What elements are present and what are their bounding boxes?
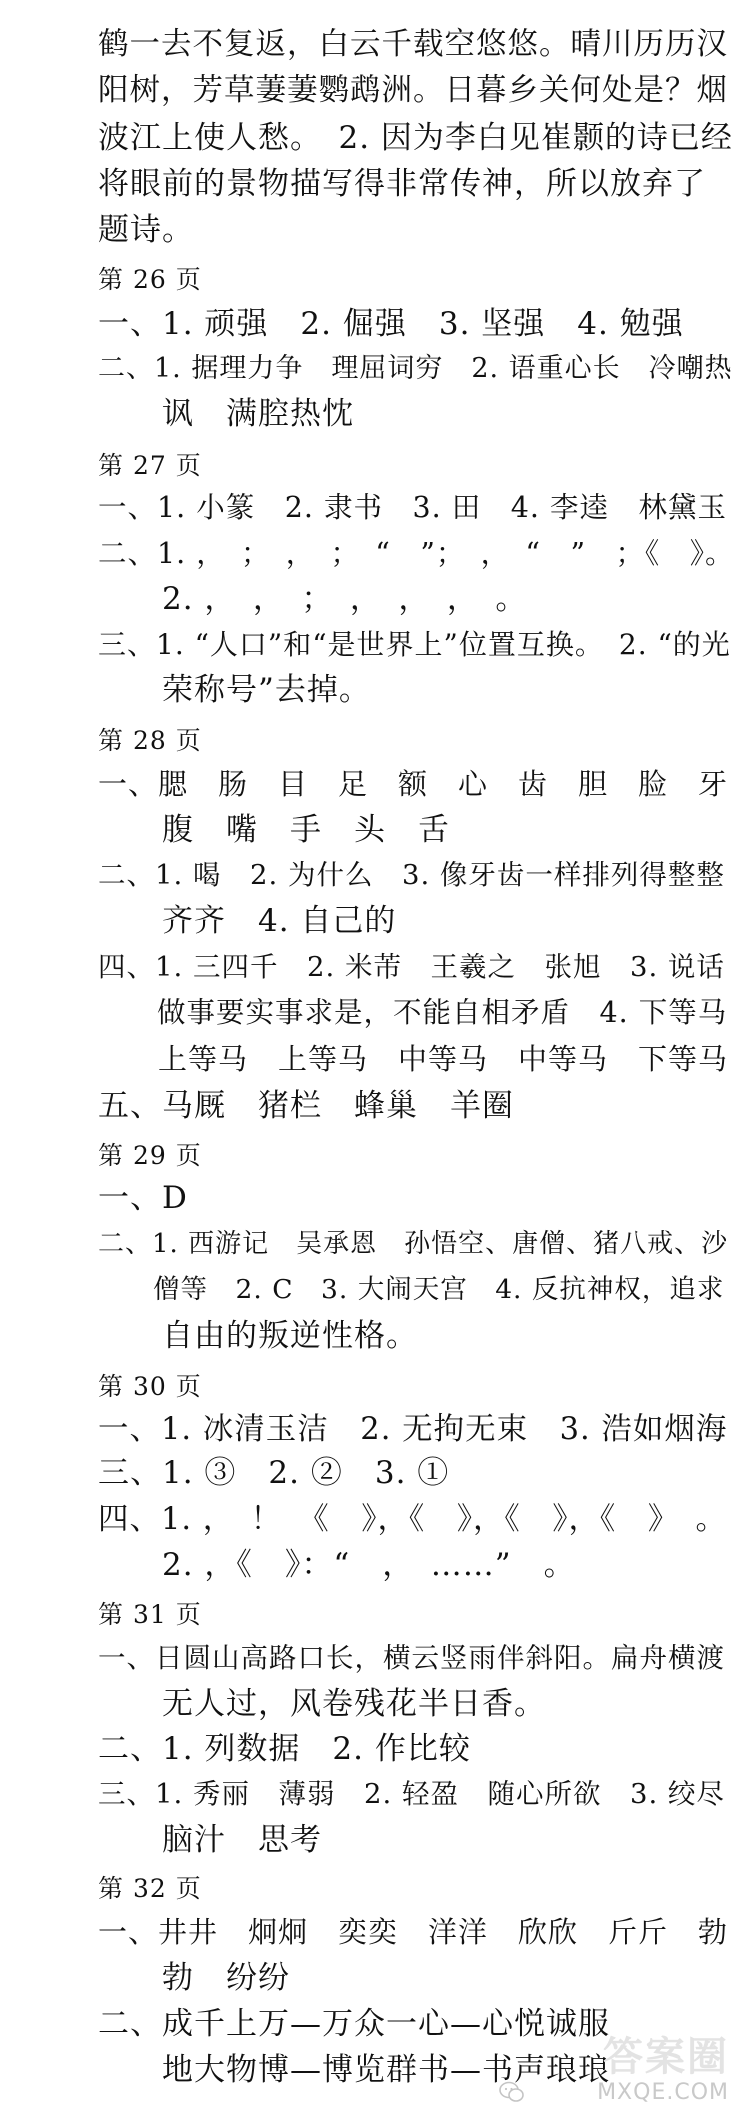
text-line: 自由的叛逆性格。 [98,1318,418,1354]
watermark-logo: 答案圈 [603,2034,729,2080]
text-line: 一、1. 小篆 2. 隶书 3. 田 4. 李逵 林黛玉 [98,491,728,524]
text-line: 荣称号”去掉。 [98,672,371,708]
page-heading: 第 30 页 [98,1372,202,1401]
text-line: 一、1. 顽强 2. 倔强 3. 坚强 4. 勉强 [98,306,684,342]
text-line: 三、1. “人口”和“是世界上”位置互换。 2. “的光 [98,628,731,661]
text-line: 上等马 上等马 中等马 中等马 下等马 [98,1042,729,1076]
watermark [499,2025,729,2105]
watermark-site: MXQE.COM [597,2080,729,2105]
text-line: 题诗。 [98,212,194,248]
text-line: 二、1. 西游记 吴承恩 孙悟空、唐僧、猪八戒、沙 [98,1229,729,1259]
text-line: 做事要实事求是，不能自相矛盾 4. 下等马 [98,996,728,1029]
text-line: 将眼前的景物描写得非常传神，所以放弃了 [98,166,706,202]
page-heading: 第 29 页 [98,1141,202,1170]
text-line: 无人过，风卷残花半日香。 [98,1686,546,1722]
text-line: 僧等 2. C 3. 大闹天宫 4. 反抗神权，追求 [98,1274,725,1305]
text-line: 二、1. 据理力争 理屈词穷 2. 语重心长 冷嘲热 [98,353,733,384]
text-line: 三、1. 秀丽 薄弱 2. 轻盈 随心所欲 3. 绞尽 [98,1778,725,1810]
text-line: 三、1. ③ 2. ② 3. ① [98,1455,450,1491]
text-line: 五、马厩 猪栏 蜂巢 羊圈 [98,1088,514,1124]
text-line: 讽 满腔热忱 [98,396,354,432]
page-heading: 第 32 页 [98,1874,202,1903]
text-line: 一、日圆山高路口长，横云竖雨伴斜阳。扁舟横渡 [98,1642,725,1674]
text-line: 一、1. 冰清玉洁 2. 无拘无束 3. 浩如烟海 [98,1412,728,1447]
page-heading: 第 28 页 [98,726,202,755]
wechat-icon [499,2081,525,2103]
text-line: 地大物博—博览群书—书声琅琅 [98,2052,610,2088]
text-line: 一、D [98,1180,188,1216]
text-line: 齐齐 4. 自己的 [98,903,397,939]
text-line: 二、1. ， ； ， ； “ ”； ， “ ” ；《 》。 [98,537,735,570]
page-heading: 第 26 页 [98,265,202,294]
text-line: 2. ，《 》：“ ， ……” 。 [98,1547,576,1583]
text-line: 四、1. 三四千 2. 米芾 王羲之 张旭 3. 说话 [98,951,725,983]
text-line: 二、成千上万—万众一心—心悦诚服 [98,2006,610,2042]
text-line: 四、1. ， ！ 《 》，《 》，《 》，《 》 。 [98,1502,728,1537]
text-line: 二、1. 喝 2. 为什么 3. 像牙齿一样排列得整整 [98,859,725,891]
text-line: 脑汁 思考 [98,1822,322,1858]
page-heading: 第 27 页 [98,451,202,480]
text-line: 二、1. 列数据 2. 作比较 [98,1731,471,1767]
text-line: 腹 嘴 手 头 舌 [98,812,450,848]
page-heading: 第 31 页 [98,1600,202,1629]
text-line: 一、井井 炯炯 奕奕 洋洋 欣欣 斤斤 勃 [98,1915,729,1949]
text-line: 2. ， ， ； ， ， ， 。 [98,581,528,617]
text-line: 一、腮 肠 目 足 额 心 齿 胆 脸 牙 [98,767,729,801]
text-line: 勃 纷纷 [98,1960,290,1996]
text-line: 波江上使人愁。 2. 因为李白见崔颢的诗已经 [98,120,733,156]
text-line: 阳树，芳草萋萋鹦鹉洲。日暮乡关何处是？烟 [98,73,728,108]
text-line: 鹤一去不复返，白云千载空悠悠。晴川历历汉 [98,27,728,62]
